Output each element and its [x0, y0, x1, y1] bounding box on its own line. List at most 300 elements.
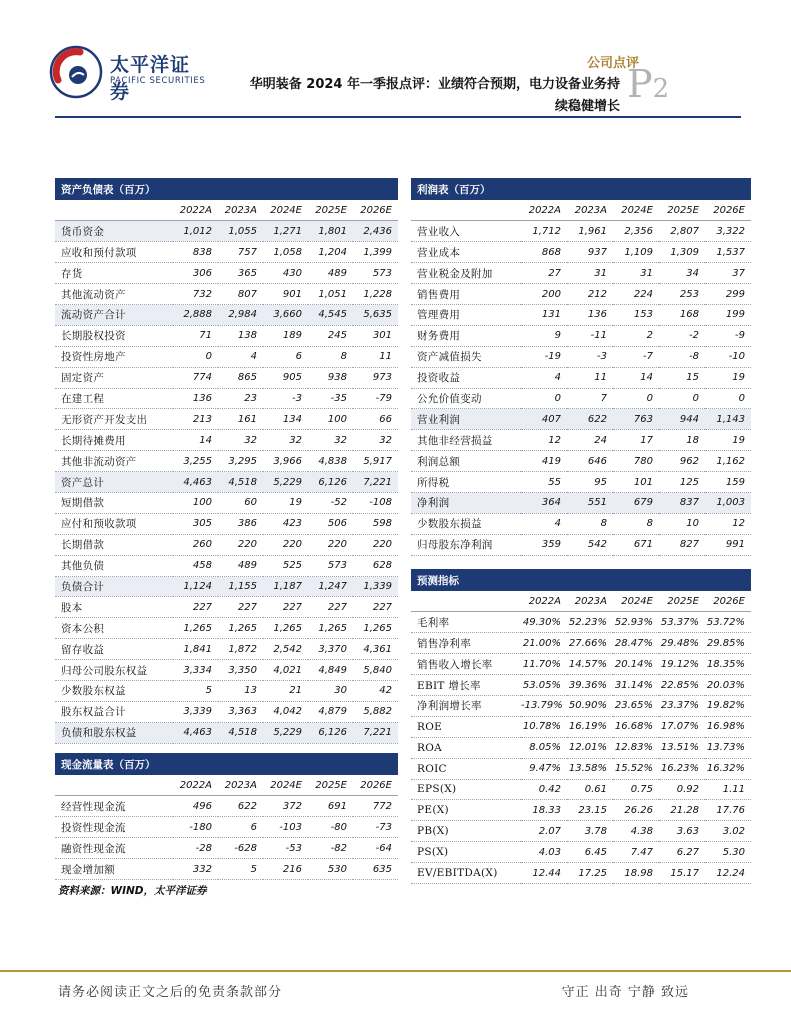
row-value: 2 [613, 325, 659, 346]
row-value: 973 [353, 367, 398, 388]
row-value: 71 [173, 325, 218, 346]
row-value: -3 [263, 388, 308, 409]
row-value: 732 [173, 284, 218, 305]
row-value: 937 [567, 242, 613, 263]
row-value: 100 [173, 492, 218, 513]
row-value: 15.17 [659, 863, 705, 884]
row-value: 13.58% [567, 758, 613, 779]
row-value: 18.33 [521, 800, 567, 821]
row-value: 253 [659, 284, 705, 305]
row-value: 13 [218, 680, 263, 701]
row-value: 1,012 [173, 221, 218, 242]
table-title-fill [705, 178, 751, 200]
row-value: -2 [659, 325, 705, 346]
row-label: 投资收益 [411, 367, 521, 388]
row-value: 227 [173, 597, 218, 618]
table-row [55, 555, 398, 576]
row-value: 4,021 [263, 660, 308, 681]
table-row [411, 221, 751, 242]
footer-motto: 守正 出奇 宁静 致远 [561, 985, 689, 1000]
table-row [411, 325, 751, 346]
table-row [55, 722, 398, 743]
row-value: 6 [218, 817, 263, 838]
row-value: 60 [218, 492, 263, 513]
company-logo [48, 44, 208, 103]
table-row [55, 263, 398, 284]
table-title-fill [567, 569, 613, 591]
row-value: 18.35% [705, 654, 751, 675]
row-value: 3,322 [705, 221, 751, 242]
table-row [411, 534, 751, 555]
document-title [228, 74, 620, 118]
table-title-fill [613, 569, 659, 591]
table-title-fill [567, 178, 613, 200]
table-row [411, 513, 751, 534]
year-header: 2023A [567, 591, 613, 612]
row-value: 66 [353, 409, 398, 430]
table-row [411, 863, 751, 884]
row-value: 0.75 [613, 779, 659, 800]
row-value: 496 [173, 796, 218, 817]
row-value: 136 [173, 388, 218, 409]
table-row [55, 472, 398, 493]
row-value: 4,463 [173, 472, 218, 493]
row-value: -52 [308, 492, 353, 513]
row-value: -11 [567, 325, 613, 346]
table-row [55, 597, 398, 618]
table-row [411, 304, 751, 325]
table-row [55, 817, 398, 838]
row-value: 31 [567, 263, 613, 284]
row-value: 227 [353, 597, 398, 618]
row-label: 固定资产 [55, 367, 173, 388]
row-value: 168 [659, 304, 705, 325]
title-line-2: 续稳健增长 [554, 99, 620, 114]
row-value: 15.52% [613, 758, 659, 779]
row-value: 212 [567, 284, 613, 305]
row-value: 1,801 [308, 221, 353, 242]
row-value: 2,356 [613, 221, 659, 242]
row-value: 220 [218, 534, 263, 555]
row-value: 691 [308, 796, 353, 817]
row-label: 经营性现金流 [55, 796, 173, 817]
table-row [411, 242, 751, 263]
row-value: 10.78% [521, 716, 567, 737]
row-label: ROA [411, 737, 521, 758]
row-value: 200 [521, 284, 567, 305]
row-value: 9 [521, 325, 567, 346]
row-value: 13.51% [659, 737, 705, 758]
row-value: 1,204 [308, 242, 353, 263]
row-value: -35 [308, 388, 353, 409]
row-value: 489 [308, 263, 353, 284]
row-value: -80 [308, 817, 353, 838]
row-value: 2,807 [659, 221, 705, 242]
row-label: EBIT 增长率 [411, 675, 521, 696]
row-value: 227 [218, 597, 263, 618]
row-value: -103 [263, 817, 308, 838]
table-row [55, 680, 398, 701]
table-row [55, 451, 398, 472]
row-value: 5,229 [263, 472, 308, 493]
row-value: 17.07% [659, 716, 705, 737]
row-value: 220 [308, 534, 353, 555]
row-value: 807 [218, 284, 263, 305]
row-value: 23.15 [567, 800, 613, 821]
row-label: 销售收入增长率 [411, 654, 521, 675]
row-value: 2.07 [521, 821, 567, 842]
row-value: -8 [659, 346, 705, 367]
row-value: 5,840 [353, 660, 398, 681]
data-source-note: 资料来源：WIND，太平洋证券 [58, 885, 207, 897]
row-value: 837 [659, 492, 705, 513]
row-value: 53.05% [521, 675, 567, 696]
row-value: 12.24 [705, 863, 751, 884]
row-value: 28.47% [613, 633, 659, 654]
row-value: 53.72% [705, 612, 751, 633]
row-value: 0 [613, 388, 659, 409]
row-value: 1,003 [705, 492, 751, 513]
row-value: -3 [567, 346, 613, 367]
row-value: 774 [173, 367, 218, 388]
row-value: -28 [173, 838, 218, 859]
row-value: 26.26 [613, 800, 659, 821]
row-value: 419 [521, 451, 567, 472]
table-row [411, 409, 751, 430]
row-value: 0.92 [659, 779, 705, 800]
table-row [55, 838, 398, 859]
row-value: 8 [567, 513, 613, 534]
row-value: 1,399 [353, 242, 398, 263]
table-row [411, 800, 751, 821]
row-value: 1,841 [173, 639, 218, 660]
cash-flow-table [55, 753, 398, 880]
row-label: 营业利润 [411, 409, 521, 430]
row-label: 归母股东净利润 [411, 534, 521, 555]
row-value: 17 [613, 430, 659, 451]
row-value: -10 [705, 346, 751, 367]
row-value: 598 [353, 513, 398, 534]
row-value: 3.63 [659, 821, 705, 842]
row-value: 1,537 [705, 242, 751, 263]
row-value: 1,058 [263, 242, 308, 263]
row-value: 679 [613, 492, 659, 513]
table-row [55, 859, 398, 880]
row-value: 407 [521, 409, 567, 430]
row-value: 301 [353, 325, 398, 346]
row-value: 3,334 [173, 660, 218, 681]
row-value: 1,872 [218, 639, 263, 660]
row-value: -108 [353, 492, 398, 513]
row-value: 213 [173, 409, 218, 430]
row-value: 2,542 [263, 639, 308, 660]
row-label: 营业税金及附加 [411, 263, 521, 284]
row-value: 3,295 [218, 451, 263, 472]
logo-name: 太平洋证券 [110, 54, 191, 103]
table-row [55, 618, 398, 639]
row-label: 应收和预付款项 [55, 242, 173, 263]
row-value: 220 [263, 534, 308, 555]
row-label: 长期待摊费用 [55, 430, 173, 451]
row-value: 1,247 [308, 576, 353, 597]
row-value: 772 [353, 796, 398, 817]
row-value: 489 [218, 555, 263, 576]
row-value: 1,712 [521, 221, 567, 242]
row-value: -79 [353, 388, 398, 409]
row-value: 12.83% [613, 737, 659, 758]
row-value: 13.73% [705, 737, 751, 758]
row-value: 0 [659, 388, 705, 409]
row-value: 4,361 [353, 639, 398, 660]
row-value: 220 [353, 534, 398, 555]
row-value: 364 [521, 492, 567, 513]
balance-sheet-table [55, 178, 398, 744]
year-header: 2025E [659, 591, 705, 612]
table-title-fill [613, 178, 659, 200]
row-value: 1.11 [705, 779, 751, 800]
row-value: 16.32% [705, 758, 751, 779]
row-value: 551 [567, 492, 613, 513]
table-title: 预测指标 [411, 569, 567, 591]
row-label: 营业成本 [411, 242, 521, 263]
row-label: 短期借款 [55, 492, 173, 513]
row-value: 138 [218, 325, 263, 346]
page-prefix: P [627, 62, 653, 106]
row-label: 管理费用 [411, 304, 521, 325]
table-title-fill [263, 753, 308, 775]
row-value: 299 [705, 284, 751, 305]
row-value: 10 [659, 513, 705, 534]
row-value: 7,221 [353, 472, 398, 493]
row-value: 31 [613, 263, 659, 284]
row-value: 2,436 [353, 221, 398, 242]
row-value: 14.57% [567, 654, 613, 675]
row-value: 34 [659, 263, 705, 284]
row-value: 12 [521, 430, 567, 451]
row-label: 存货 [55, 263, 173, 284]
row-value: 16.98% [705, 716, 751, 737]
row-value: 4,518 [218, 472, 263, 493]
year-header-row [55, 775, 398, 796]
row-value: 8 [308, 346, 353, 367]
row-value: 27 [521, 263, 567, 284]
table-row [411, 842, 751, 863]
year-header: 2026E [353, 775, 398, 796]
row-label: 股本 [55, 597, 173, 618]
row-value: 134 [263, 409, 308, 430]
row-value: 39.36% [567, 675, 613, 696]
row-value: 458 [173, 555, 218, 576]
table-title-fill [308, 753, 353, 775]
table-row [411, 675, 751, 696]
row-label: 留存收益 [55, 639, 173, 660]
row-value: 19.82% [705, 695, 751, 716]
row-label: 公允价值变动 [411, 388, 521, 409]
row-value: 27.66% [567, 633, 613, 654]
row-label: 其他流动资产 [55, 284, 173, 305]
table-row [411, 779, 751, 800]
row-value: 8 [613, 513, 659, 534]
year-header: 2023A [218, 775, 263, 796]
row-value: 671 [613, 534, 659, 555]
year-header: 2023A [567, 200, 613, 221]
row-label: ROIC [411, 758, 521, 779]
table-row [55, 576, 398, 597]
row-value: 6,126 [308, 722, 353, 743]
table-row [411, 492, 751, 513]
row-value: 7 [567, 388, 613, 409]
row-value: 4 [218, 346, 263, 367]
table-row [411, 654, 751, 675]
year-header-blank [411, 200, 521, 221]
row-value: 628 [353, 555, 398, 576]
row-value: 7.47 [613, 842, 659, 863]
row-value: 20.03% [705, 675, 751, 696]
row-label: 流动资产合计 [55, 304, 173, 325]
table-title: 现金流量表（百万） [55, 753, 218, 775]
row-value: 0.61 [567, 779, 613, 800]
row-value: 1,143 [705, 409, 751, 430]
year-header: 2024E [263, 200, 308, 221]
row-value: 4,849 [308, 660, 353, 681]
row-value: 11 [353, 346, 398, 367]
row-value: 4,879 [308, 701, 353, 722]
row-label: 货币资金 [55, 221, 173, 242]
row-value: 136 [567, 304, 613, 325]
pacific-securities-logo-icon [48, 44, 104, 100]
table-row [411, 758, 751, 779]
year-header-blank [411, 591, 521, 612]
row-value: 224 [613, 284, 659, 305]
row-label: 股东权益合计 [55, 701, 173, 722]
row-value: 3,363 [218, 701, 263, 722]
row-value: 0 [705, 388, 751, 409]
logo-subtitle: PACIFIC SECURITIES [110, 76, 206, 86]
table-row [411, 633, 751, 654]
table-title-fill [308, 178, 353, 200]
row-label: 长期股权投资 [55, 325, 173, 346]
row-value: 635 [353, 859, 398, 880]
row-label: EPS(X) [411, 779, 521, 800]
row-value: 31.14% [613, 675, 659, 696]
row-value: 19 [705, 367, 751, 388]
row-value: 423 [263, 513, 308, 534]
row-value: 3.78 [567, 821, 613, 842]
table-row [55, 242, 398, 263]
row-value: 780 [613, 451, 659, 472]
row-value: 17.76 [705, 800, 751, 821]
row-value: 23 [218, 388, 263, 409]
table-row [411, 367, 751, 388]
row-value: 18 [659, 430, 705, 451]
row-label: 少数股东损益 [411, 513, 521, 534]
row-label: EV/EBITDA(X) [411, 863, 521, 884]
table-row [55, 492, 398, 513]
header-divider [55, 116, 741, 118]
row-value: -180 [173, 817, 218, 838]
year-header: 2022A [521, 591, 567, 612]
row-value: 4.38 [613, 821, 659, 842]
row-label: 资产总计 [55, 472, 173, 493]
row-value: 30 [308, 680, 353, 701]
row-value: 20.14% [613, 654, 659, 675]
row-label: 资产减值损失 [411, 346, 521, 367]
row-value: 55 [521, 472, 567, 493]
table-row [55, 325, 398, 346]
row-value: 6 [263, 346, 308, 367]
row-value: 962 [659, 451, 705, 472]
row-value: 4,838 [308, 451, 353, 472]
row-value: 868 [521, 242, 567, 263]
row-value: -7 [613, 346, 659, 367]
table-title-fill [218, 178, 263, 200]
row-value: 12 [705, 513, 751, 534]
row-value: 506 [308, 513, 353, 534]
table-title-fill [218, 753, 263, 775]
row-value: 365 [218, 263, 263, 284]
row-value: 332 [173, 859, 218, 880]
row-value: 622 [567, 409, 613, 430]
row-value: 372 [263, 796, 308, 817]
row-value: 29.85% [705, 633, 751, 654]
year-header: 2025E [308, 775, 353, 796]
row-label: 负债和股东权益 [55, 722, 173, 743]
row-value: 21.28 [659, 800, 705, 821]
table-row [55, 284, 398, 305]
row-value: 3,255 [173, 451, 218, 472]
row-value: 16.23% [659, 758, 705, 779]
row-value: 19 [263, 492, 308, 513]
row-value: 7,221 [353, 722, 398, 743]
row-label: 应付和预收款项 [55, 513, 173, 534]
row-value: 95 [567, 472, 613, 493]
row-value: 5,229 [263, 722, 308, 743]
table-row [55, 304, 398, 325]
row-value: 901 [263, 284, 308, 305]
row-value: 905 [263, 367, 308, 388]
row-value: 21 [263, 680, 308, 701]
row-label: 财务费用 [411, 325, 521, 346]
row-value: 1,055 [218, 221, 263, 242]
row-label: 负债合计 [55, 576, 173, 597]
income-statement-table [411, 178, 751, 556]
row-value: 199 [705, 304, 751, 325]
year-header: 2026E [705, 200, 751, 221]
row-value: 19 [705, 430, 751, 451]
table-row [55, 534, 398, 555]
row-label: 净利润 [411, 492, 521, 513]
row-value: 1,309 [659, 242, 705, 263]
title-line-1: 华明装备 2024 年一季报点评：业绩符合预期，电力设备业务持 [249, 77, 620, 92]
row-value: 32 [218, 430, 263, 451]
row-value: 153 [613, 304, 659, 325]
row-value: 1,265 [308, 618, 353, 639]
row-value: 32 [308, 430, 353, 451]
table-row [411, 821, 751, 842]
row-value: 991 [705, 534, 751, 555]
row-value: 189 [263, 325, 308, 346]
row-label: PE(X) [411, 800, 521, 821]
row-label: 净利润增长率 [411, 695, 521, 716]
year-header: 2025E [659, 200, 705, 221]
row-value: 1,265 [263, 618, 308, 639]
year-header: 2022A [173, 775, 218, 796]
row-value: 386 [218, 513, 263, 534]
row-value: 944 [659, 409, 705, 430]
row-value: 260 [173, 534, 218, 555]
row-value: 5,917 [353, 451, 398, 472]
table-title-fill [659, 569, 705, 591]
